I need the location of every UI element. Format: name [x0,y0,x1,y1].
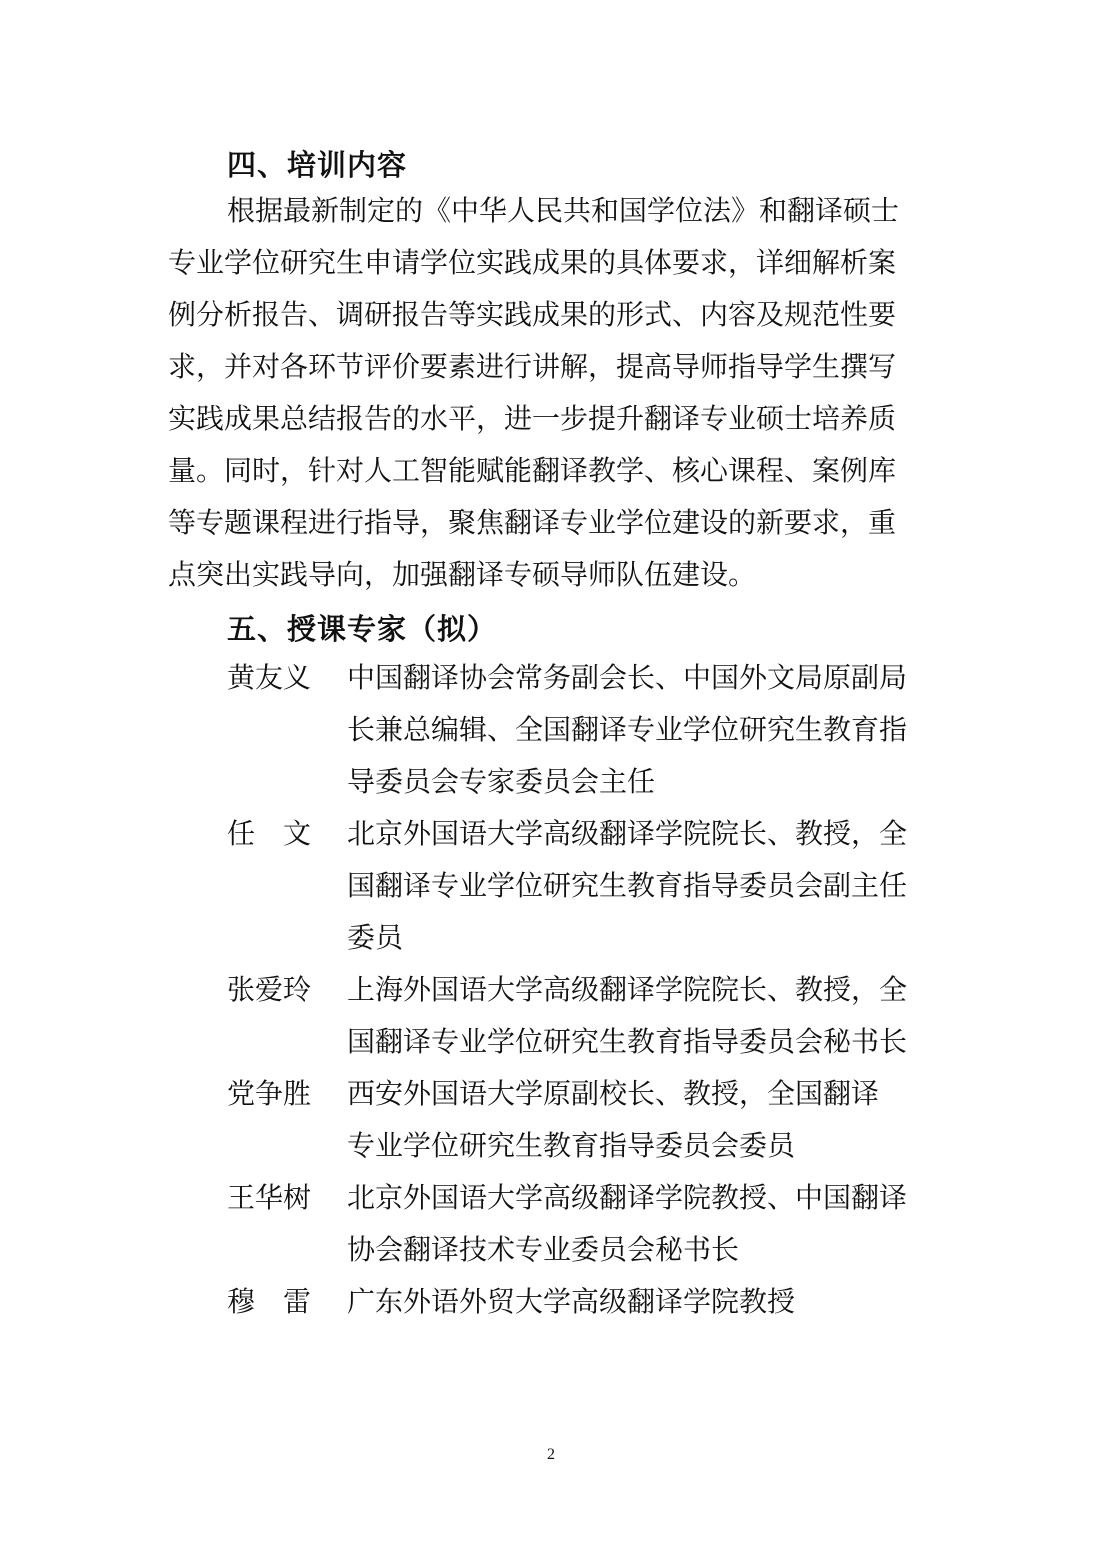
expert-desc-line: 国翻译专业学位研究生教育指导委员会秘书长 [347,1025,908,1058]
paragraph-line: 实践成果总结报告的水平，进一步提升翻译专业硕士培养质 [168,402,897,435]
paragraph-line: 根据最新制定的《中华人民共和国学位法》和翻译硕士 [227,194,900,227]
expert-desc-line: 西安外国语大学原副校长、教授，全国翻译 [347,1077,880,1110]
expert-desc-line: 协会翻译技术专业委员会秘书长 [347,1233,740,1266]
expert-name: 黄友义 [227,661,312,694]
expert-desc-line: 广东外语外贸大学高级翻译学院教授 [347,1285,796,1318]
page-number: 2 [547,1446,555,1463]
expert-desc-line: 导委员会专家委员会主任 [347,765,656,798]
expert-name: 任 文 [227,817,312,850]
section-4-heading: 四、培训内容 [227,148,408,182]
expert-name: 党争胜 [227,1077,312,1110]
paragraph-line: 点突出实践导向，加强翻译专硕导师队伍建设。 [168,558,757,591]
expert-name: 穆 雷 [227,1285,312,1318]
paragraph-line: 例分析报告、调研报告等实践成果的形式、内容及规范性要 [168,298,897,331]
expert-desc-line: 上海外国语大学高级翻译学院院长、教授，全 [347,973,908,1006]
expert-desc-line: 长兼总编辑、全国翻译专业学位研究生教育指 [347,713,908,746]
expert-desc-line: 专业学位研究生教育指导委员会委员 [347,1129,796,1162]
expert-name: 王华树 [227,1181,312,1214]
paragraph-line: 专业学位研究生申请学位实践成果的具体要求，详细解析案 [168,246,897,279]
paragraph-line: 求，并对各环节评价要素进行讲解，提高导师指导学生撰写 [168,350,897,383]
expert-desc-line: 委员 [347,921,404,954]
expert-desc-line: 国翻译专业学位研究生教育指导委员会副主任 [347,869,908,902]
expert-desc-line: 中国翻译协会常务副会长、中国外文局原副局 [347,661,908,694]
expert-desc-line: 北京外国语大学高级翻译学院教授、中国翻译 [347,1181,908,1214]
paragraph-line: 量。同时，针对人工智能赋能翻译教学、核心课程、案例库 [168,454,897,487]
expert-name: 张爱玲 [227,973,312,1006]
section-5-heading: 五、授课专家（拟） [227,612,498,646]
paragraph-line: 等专题课程进行指导，聚焦翻译专业学位建设的新要求，重 [168,506,897,539]
expert-desc-line: 北京外国语大学高级翻译学院院长、教授，全 [347,817,908,850]
